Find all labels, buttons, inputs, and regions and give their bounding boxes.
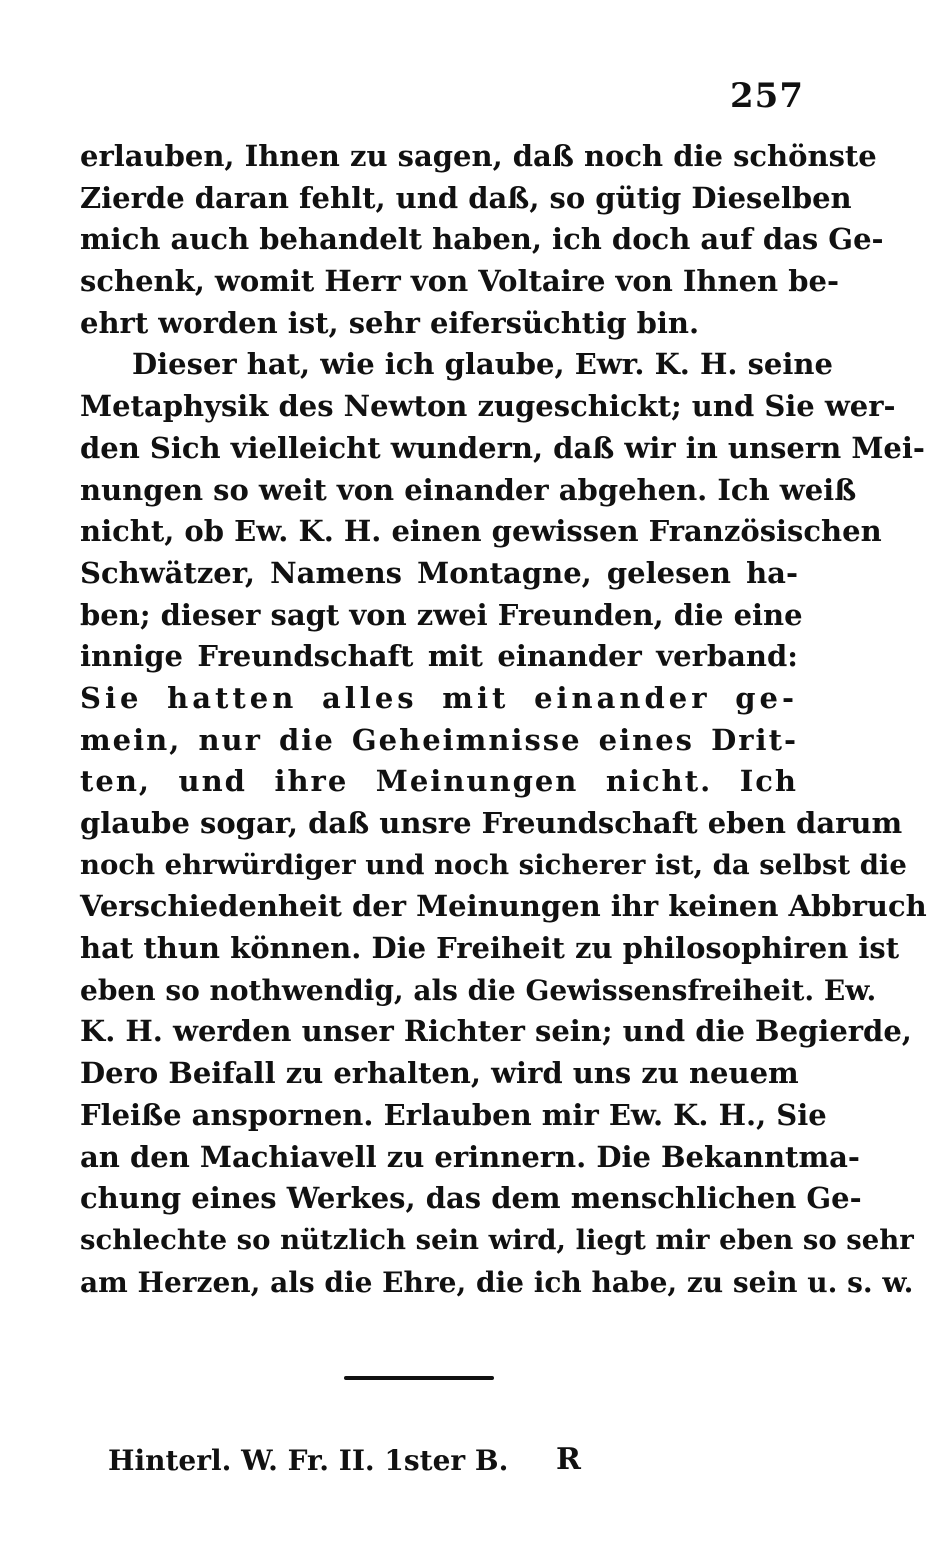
footer-signature-line: Hinterl. W. Fr. II. 1ster B. (108, 1444, 509, 1477)
text-line: nungen so weit von einander abgehen. Ich weiß (80, 472, 857, 507)
text-line: Fleiße anspornen. Erlauben mir Ew. K. H., Sie (80, 1097, 827, 1132)
text-line: nicht, ob Ew. K. H. einen gewissen Französischen (80, 514, 882, 549)
text-line: Sie hatten alles mit einander ge- (80, 680, 798, 715)
text-line: hat thun können. Die Freiheit zu philosophiren ist (80, 931, 900, 966)
text-line: innige Freundschaft mit einander verband: (80, 639, 798, 674)
body-text (80, 136, 927, 1303)
text-line: am Herzen, als die Ehre, die ich habe, zu sein u. s. w. (80, 1265, 914, 1299)
text-line: erlauben, Ihnen zu sagen, daß noch die schönste (80, 139, 877, 173)
text-line: den Sich vielleicht wundern, daß wir in unsern Mei- (80, 430, 925, 465)
text-line: an den Machiavell zu erinnern. Die Bekanntma- (80, 1139, 860, 1174)
text-line: schenk, womit Herr von Voltaire von Ihnen be- (80, 264, 839, 299)
sheet-signature-mark: R (556, 1442, 581, 1477)
text-line: glaube sogar, daß unsre Freundschaft eben darum (80, 806, 903, 840)
text-line: K. H. werden unser Richter sein; und die Begierde, (80, 1014, 912, 1049)
text-line: ten, und ihre Meinungen nicht. Ich (80, 764, 798, 799)
text-line: mich auch behandelt haben, ich doch auf das Ge- (80, 222, 884, 257)
text-line: Zierde daran fehlt, und daß, so gütig Dieselben (80, 180, 852, 215)
text-line: schlechte so nützlich sein wird, liegt mir eben so sehr (80, 1223, 914, 1256)
text-line: Verschiedenheit der Meinungen ihr keinen Abbruch (80, 889, 927, 924)
text-line: noch ehrwürdiger und noch sicherer ist, da selbst die (80, 848, 907, 881)
section-divider (344, 1376, 494, 1380)
text-line: Dero Beifall zu erhalten, wird uns zu neuem (80, 1056, 799, 1091)
text-line: eben so nothwendig, als die Gewissensfreiheit. Ew. (80, 973, 877, 1007)
text-line: mein, nur die Geheimnisse eines Drit- (80, 722, 798, 757)
page-number: 257 (730, 76, 804, 116)
text-line: ehrt worden ist, sehr eifersüchtig bin. (80, 305, 700, 340)
text-line: Dieser hat, wie ich glaube, Ewr. K. H. seine (132, 347, 833, 382)
text-line: chung eines Werkes, das dem menschlichen Ge- (80, 1181, 862, 1216)
text-line: ben; dieser sagt von zwei Freunden, die eine (80, 597, 803, 632)
text-line: Schwätzer, Namens Montagne, gelesen ha- (80, 555, 798, 590)
text-line: Metaphysik des Newton zugeschickt; und Sie wer- (80, 389, 896, 424)
